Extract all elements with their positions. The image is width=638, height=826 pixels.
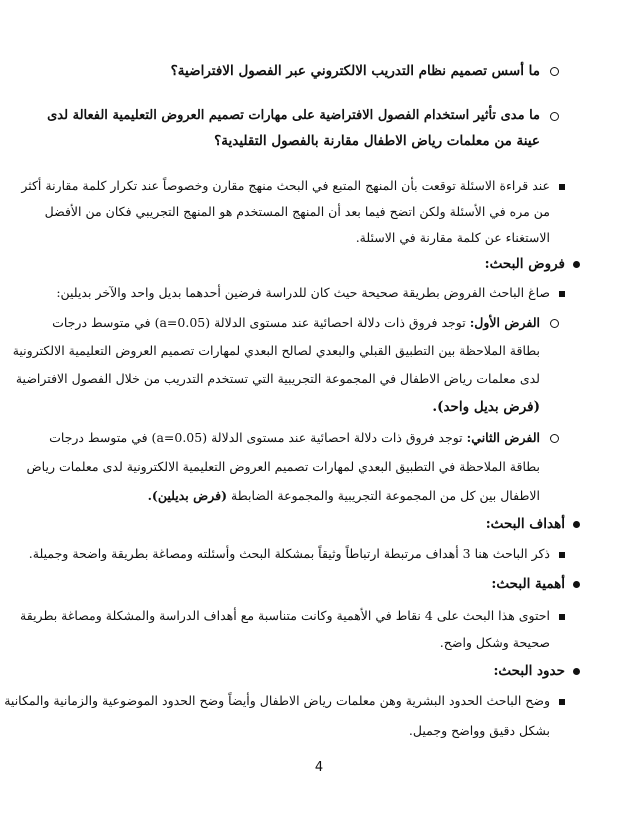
hypothesis-1-line-3: لدى معلمات رياض الاطفال في المجموعة التجريبية التي تستخدم التدريب من خلال الفصول الافتراضية — [15, 371, 540, 386]
dot-bullet-icon — [570, 573, 582, 595]
hypotheses-intro: صاغ الباحث الفروض بطريقة صحيحة حيث كان للدراسة فرضين أحدهما بديل واحد والآخر بديلين: — [56, 285, 550, 300]
circle-bullet-icon — [548, 427, 560, 450]
note-line-1: عند قراءة الاسئلة توقعت بأن المنهج المتبع في البحث منهج مقارن وخصوصاً عند تكرار كلمة مقارنة أكثر — [21, 178, 550, 193]
limits-line-1: وضح الباحث الحدود البشرية وهن معلمات رياض الاطفال وأيضاً وضح الحدود الموضوعية والزمانية والمكانية — [4, 693, 550, 708]
hypothesis-2-type: (فرض بديلين). — [147, 488, 228, 503]
objectives-text: ذكر الباحث هنا 3 أهداف مرتبطة ارتباطاً وثيقاً بمشكلة البحث وأسئلته ومصاغة بطريقة واضحة وجميلة. — [28, 546, 550, 561]
hypothesis-1-line-2: بطاقة الملاحظة بين التطبيق القبلي والبعدي لصالح البعدي لمهارات تصميم العروض التعليمية الالكترونية — [12, 343, 540, 358]
hypothesis-1-text: توجد فروق ذات دلالة احصائية عند مستوى الدلالة (a=0.05) في متوسط درجات — [52, 315, 466, 330]
question-2: ما أسس تصميم نظام التدريب الالكتروني عبر الفصول الافتراضية؟ — [170, 63, 540, 79]
importance-heading: أهمية البحث: — [491, 576, 565, 592]
objectives-heading: أهداف البحث: — [485, 516, 565, 532]
hypothesis-2-line-1 — [49, 427, 540, 449]
circle-bullet-icon — [548, 60, 560, 83]
hypothesis-2-label: الفرض الثاني: — [466, 430, 540, 445]
square-bullet-icon — [556, 605, 568, 627]
importance-line-2: صحيحة وشكل واضح. — [439, 635, 550, 650]
limits-line-2: بشكل دقيق وواضح وجميل. — [408, 723, 550, 738]
page-number: 4 — [314, 760, 324, 775]
square-bullet-icon — [556, 175, 568, 197]
dot-bullet-icon — [570, 513, 582, 535]
dot-bullet-icon — [570, 253, 582, 275]
hypothesis-1-label: الفرض الأول: — [469, 315, 540, 330]
square-bullet-icon — [556, 282, 568, 304]
dot-bullet-icon — [570, 660, 582, 682]
limits-heading: حدود البحث: — [493, 663, 565, 679]
hypothesis-2-text: توجد فروق ذات دلالة احصائية عند مستوى الدلالة (a=0.05) في متوسط درجات — [49, 430, 463, 445]
square-bullet-icon — [556, 690, 568, 712]
note-line-3: الاستغناء عن كلمة مقارنة في الاسئلة. — [355, 230, 550, 245]
hypothesis-2-line-3 — [75, 485, 540, 507]
hypothesis-2-line-2: بطاقة الملاحظة في التطبيق البعدي لمهارات تصميم العروض التعليمية الالكترونية لدى معلمات رياض — [26, 459, 540, 474]
square-bullet-icon — [556, 543, 568, 565]
circle-bullet-icon — [548, 105, 560, 128]
question-3-line-1: ما مدى تأثير استخدام الفصول الافتراضية على مهارات تصميم العروض التعليمية الفعالة لدى — [47, 108, 540, 123]
hypothesis-1-line-1 — [52, 312, 540, 334]
hypotheses-heading: فروض البحث: — [484, 256, 565, 272]
hypothesis-1-line-4: (فرض بديل واحد). — [432, 399, 540, 415]
importance-line-1: احتوى هذا البحث على 4 نقاط في الأهمية وكانت متناسبة مع أهداف الدراسة والمشكلة ومصاغة بطريقة — [20, 608, 550, 623]
note-line-2: من مره في الأسئلة ولكن اتضح فيما بعد أن المنهج المستخدم هو المنهج التجريبي فكان من الأفضل — [44, 204, 550, 219]
hypothesis-2-text-end: الاطفال بين كل من المجموعة التجريبية والمجموعة الضابطة — [231, 488, 540, 503]
circle-bullet-icon — [548, 312, 560, 335]
question-3-line-2: عينة من معلمات رياض الاطفال مقارنة بالفصول التقليدية؟ — [214, 133, 540, 149]
